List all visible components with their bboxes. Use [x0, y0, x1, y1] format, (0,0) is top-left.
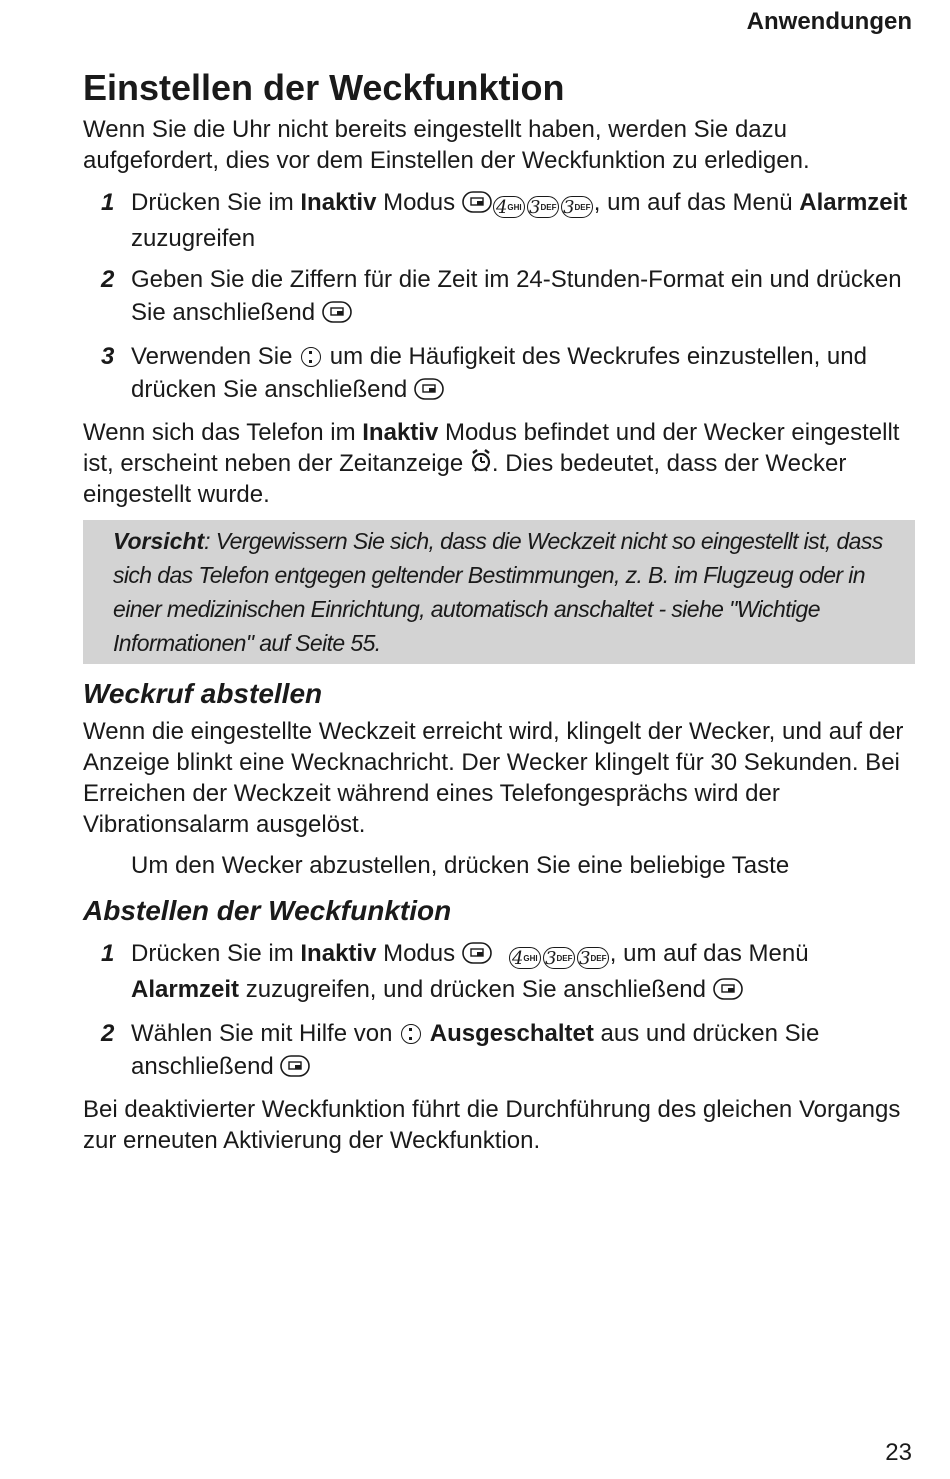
- navigation-key-icon: [301, 347, 321, 367]
- step-number: 3: [101, 343, 115, 370]
- page-content: [83, 68, 915, 1156]
- caution-box: [83, 520, 915, 664]
- step-item: [83, 1017, 915, 1086]
- closing-paragraph: Bei deaktivierter Weckfunktion führt die Durchführung des gleichen Vorgangs zur erneuten Aktivierung der Weckfunktion.: [83, 1096, 901, 1154]
- digit-key-icon: 4GHI: [493, 196, 525, 218]
- step-text: Modus: [376, 940, 456, 967]
- menu-softkey-icon: [414, 376, 444, 409]
- paragraph-text: Modus befindet und der Wecker eingestellt ist, erscheint neben der Zeitanzeige: [83, 419, 900, 477]
- step-text: aus und drücken Sie anschließend: [131, 1020, 820, 1080]
- step-number: 1: [101, 189, 115, 216]
- menu-softkey-icon: [280, 1053, 310, 1086]
- page-title: Einstellen der Weckfunktion: [83, 67, 565, 108]
- digit-key-icon: 3DEF: [561, 196, 593, 218]
- step-number: 1: [101, 940, 115, 967]
- disable-steps: [83, 937, 915, 1086]
- mode-name: Inaktiv: [300, 940, 377, 967]
- running-header: Anwendungen: [746, 8, 912, 35]
- digit-key-icon: 3DEF: [543, 947, 575, 969]
- alarm-status-paragraph: [83, 417, 915, 510]
- paragraph-text: Wenn sich das Telefon im: [83, 419, 363, 446]
- step-item: [83, 937, 915, 1009]
- caution-label: Vorsicht: [113, 528, 205, 554]
- step-text: , um auf das Menü: [593, 189, 800, 216]
- section-paragraph: Wenn die eingestellte Weckzeit erreicht wird, klingelt der Wecker, und auf der Anzeige blinkt eine Wecknachricht. Der Wecker klingelt für 30 Sekunden. Bei Erreichen der Weckzeit während eines Telefongesprächs wird der Vibrationsalarm ausgelöst.: [83, 718, 904, 838]
- step-text: Drücken Sie im: [131, 940, 301, 967]
- step-number: 2: [101, 1020, 115, 1047]
- page-number: 23: [885, 1439, 912, 1466]
- menu-softkey-icon: [713, 976, 743, 1009]
- digit-key-icon: 3DEF: [527, 196, 559, 218]
- caution-text: : Vergewissern Sie sich, dass die Weckzeit nicht so eingestellt ist, dass sich das Telefon entgegen geltender Bestimmungen, z. B. im Flugzeug oder in einer medizinischen Einrichtung, automatisch anschaltet - siehe "Wichtige Informationen" auf Seite 55.: [113, 528, 883, 656]
- step-text: , um auf das Menü: [609, 940, 809, 967]
- digit-key-icon: 4GHI: [509, 947, 541, 969]
- navigation-key-icon: [401, 1024, 421, 1044]
- step-item: [83, 340, 915, 409]
- mode-name: Inaktiv: [300, 189, 377, 216]
- paragraph-text: . Dies bedeutet, dass der Wecker eingestellt wurde.: [83, 450, 847, 508]
- intro-paragraph: Wenn Sie die Uhr nicht bereits eingestellt haben, werden Sie dazu aufgefordert, dies vor dem Einstellen der Weckfunktion zu erledigen.: [83, 116, 810, 174]
- alarm-clock-icon: [470, 449, 492, 477]
- indented-instruction: Um den Wecker abzustellen, drücken Sie eine beliebige Taste: [131, 852, 790, 879]
- option-name: Ausgeschaltet: [429, 1020, 594, 1047]
- step-text: Drücken Sie im: [131, 189, 301, 216]
- step-text: zuzugreifen, und drücken Sie anschließend: [239, 976, 707, 1003]
- digit-key-icon: 3DEF: [577, 947, 609, 969]
- step-text: zuzugreifen: [131, 225, 256, 252]
- setup-steps: [83, 186, 915, 409]
- menu-softkey-icon: [462, 940, 492, 973]
- step-text: um die Häufigkeit des Weckrufes einzustellen, und drücken Sie anschließend: [131, 343, 867, 403]
- step-number: 2: [101, 266, 115, 293]
- step-text: Modus: [376, 189, 456, 216]
- section-title: Abstellen der Weckfunktion: [83, 895, 452, 926]
- step-text: Verwenden Sie: [131, 343, 293, 370]
- menu-name: Alarmzeit: [799, 189, 908, 216]
- step-item: [83, 186, 915, 255]
- step-text: Wählen Sie mit Hilfe von: [131, 1020, 393, 1047]
- menu-softkey-icon: [462, 189, 492, 222]
- mode-name: Inaktiv: [362, 419, 439, 446]
- section-title: Weckruf abstellen: [83, 678, 323, 709]
- step-text: Geben Sie die Ziffern für die Zeit im 24-Stunden-Format ein und drücken Sie anschließend: [131, 266, 902, 326]
- step-item: [83, 263, 915, 332]
- menu-softkey-icon: [322, 299, 352, 332]
- menu-name: Alarmzeit: [131, 976, 240, 1003]
